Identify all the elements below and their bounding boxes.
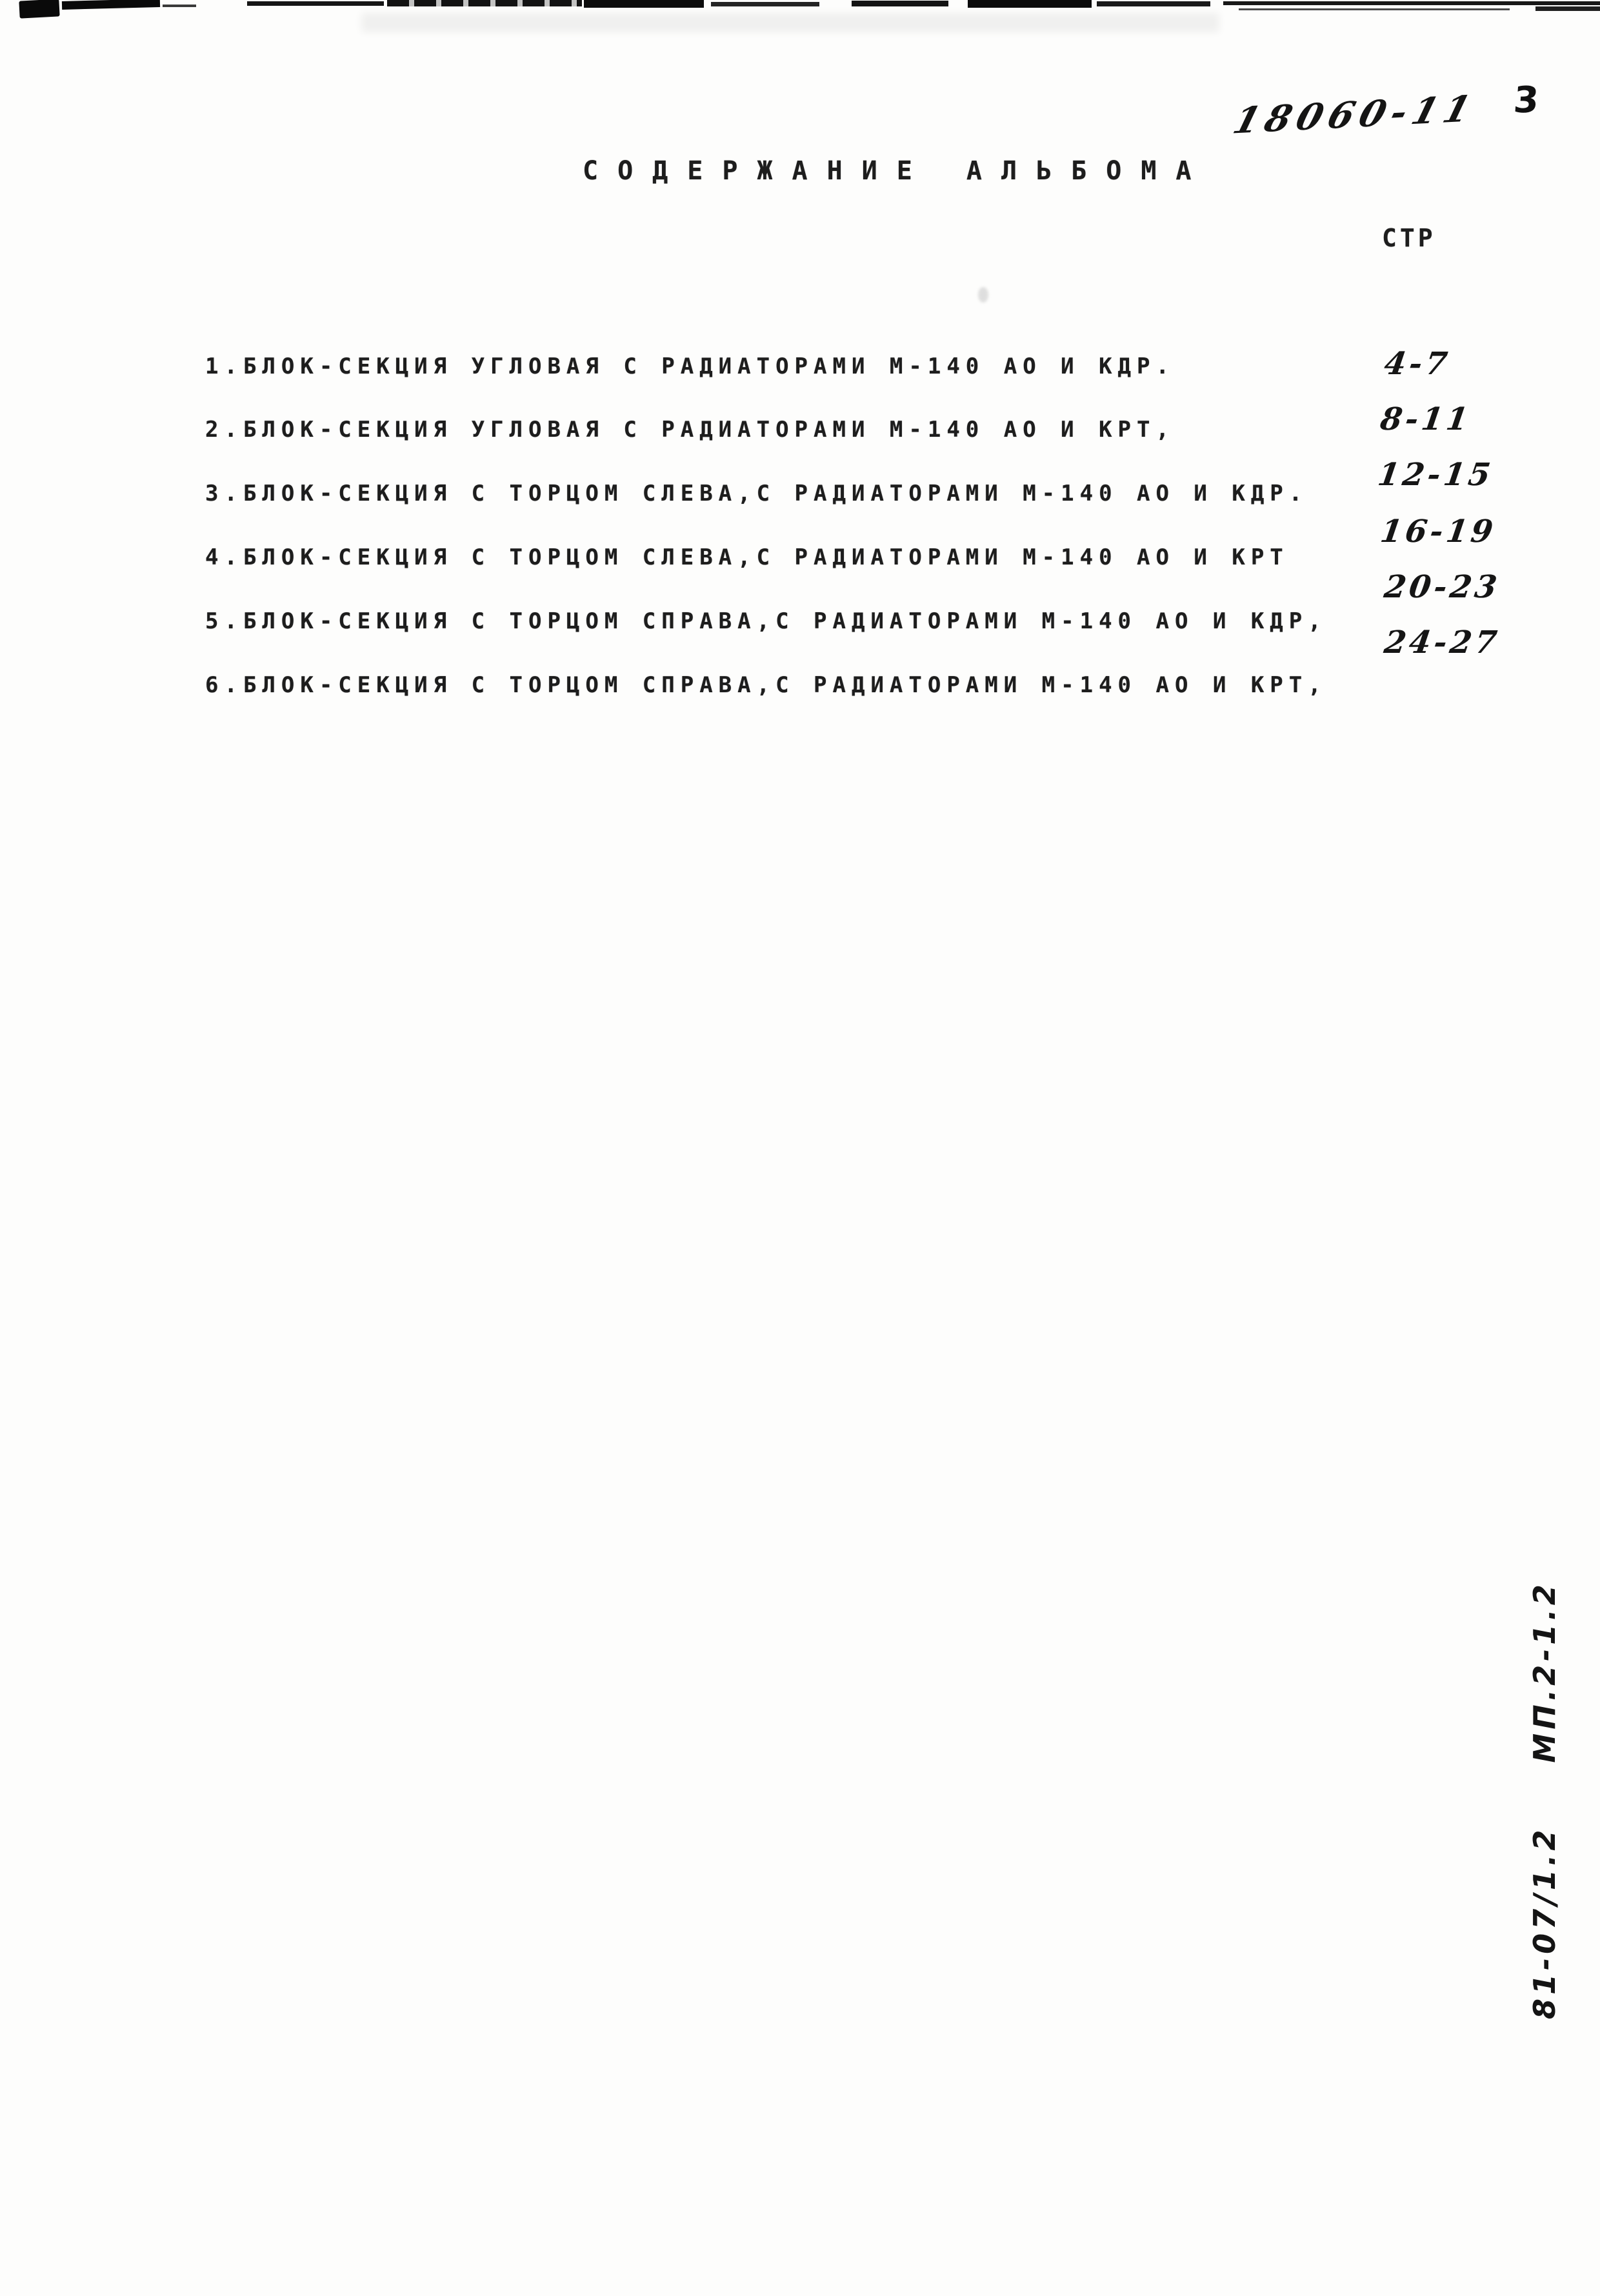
toc-entry-pages: 8-11 bbox=[1378, 401, 1474, 437]
toc-entry: 1.БЛОК-СЕКЦИЯ УГЛОВАЯ С РАДИАТОРАМИ М-140 АО И КДР. bbox=[205, 354, 1175, 379]
scan-smudge bbox=[361, 13, 1219, 32]
scan-mark bbox=[852, 1, 948, 6]
scan-mark bbox=[1223, 1, 1600, 5]
scan-mark bbox=[1097, 1, 1210, 6]
scan-smudge bbox=[978, 287, 988, 303]
handwritten-album-code: 18060-11 bbox=[1228, 87, 1481, 143]
toc-entry: 2.БЛОК-СЕКЦИЯ УГЛОВАЯ С РАДИАТОРАМИ М-140 АО И КРТ, bbox=[205, 417, 1175, 443]
scan-mark bbox=[584, 0, 704, 8]
scan-mark bbox=[1535, 6, 1600, 11]
scan-mark bbox=[19, 0, 59, 19]
margin-codes bbox=[1517, 1555, 1572, 2019]
toc-entry-pages: 24-27 bbox=[1382, 624, 1503, 661]
scan-mark bbox=[711, 2, 819, 6]
scan-mark bbox=[163, 5, 196, 7]
toc-entry: 6.БЛОК-СЕКЦИЯ С ТОРЦОМ СПРАВА,С РАДИАТОРАМИ М-140 АО И КРТ, bbox=[205, 672, 1327, 698]
scan-mark bbox=[62, 0, 160, 10]
scan-mark bbox=[387, 0, 582, 6]
scan-mark bbox=[968, 0, 1092, 8]
toc-entry: 3.БЛОК-СЕКЦИЯ С ТОРЦОМ СЛЕВА,С РАДИАТОРАМИ М-140 АО И КДР. bbox=[205, 481, 1308, 506]
page-title: СОДЕРЖАНИЕ АЛЬБОМА bbox=[583, 156, 1211, 186]
toc-entry: 5.БЛОК-СЕКЦИЯ С ТОРЦОМ СПРАВА,С РАДИАТОРАМИ М-140 АО И КДР, bbox=[205, 608, 1327, 634]
scan-mark bbox=[247, 1, 384, 6]
margin-code-album: МП.2-1.2 bbox=[1527, 1581, 1562, 1763]
toc-entry: 4.БЛОК-СЕКЦИЯ С ТОРЦОМ СЛЕВА,С РАДИАТОРАМИ М-140 АО И КРТ bbox=[205, 544, 1289, 570]
margin-code-series: 81-07/1.2 bbox=[1527, 1826, 1562, 2019]
scan-mark bbox=[1239, 8, 1510, 10]
toc-entry-pages: 16-19 bbox=[1378, 514, 1499, 550]
pages-column-header: СТР bbox=[1382, 224, 1436, 252]
toc-entry-pages: 4-7 bbox=[1382, 346, 1453, 382]
handwritten-page-number: 3 bbox=[1512, 79, 1541, 121]
toc-entry-pages: 12-15 bbox=[1375, 457, 1496, 493]
toc-entry-pages: 20-23 bbox=[1382, 569, 1503, 605]
